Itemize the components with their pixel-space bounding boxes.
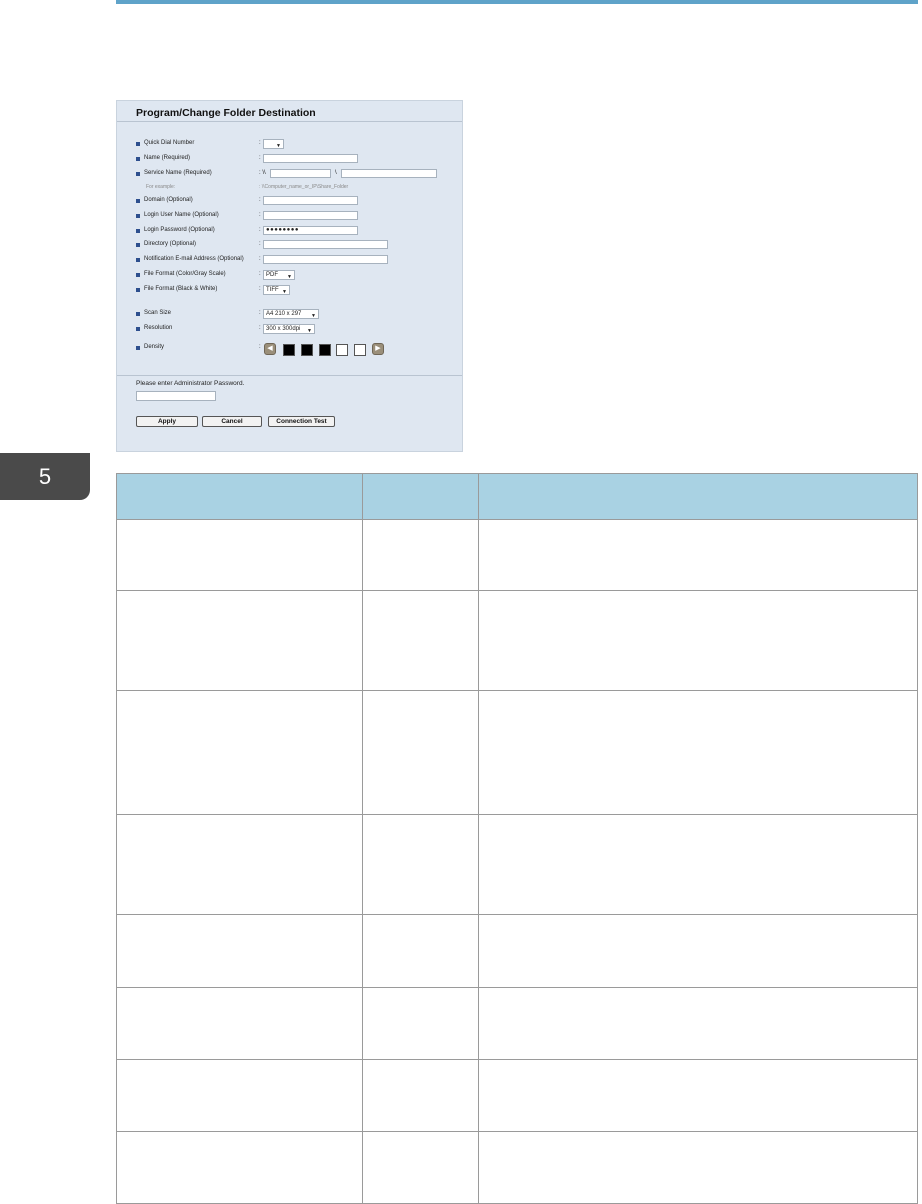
title-divider xyxy=(117,121,462,122)
table-cell xyxy=(478,915,917,988)
row-login-user xyxy=(117,211,462,223)
colon: : xyxy=(259,286,261,292)
table-cell xyxy=(362,691,478,815)
quick-dial-label: Quick Dial Number xyxy=(144,140,195,146)
login-user-label: Login User Name (Optional) xyxy=(144,212,219,218)
colon: : xyxy=(259,344,261,350)
resolution-select[interactable] xyxy=(263,324,315,334)
row-resolution xyxy=(117,324,462,336)
table-row xyxy=(117,520,918,591)
resolution-label: Resolution xyxy=(144,325,173,331)
table-header-cell xyxy=(117,474,363,520)
table-cell xyxy=(478,988,917,1060)
bullet-icon xyxy=(136,312,140,316)
table-cell xyxy=(478,815,917,915)
settings-table xyxy=(116,473,918,1204)
admin-password-label: Please enter Administrator Password. xyxy=(136,380,245,387)
table-cell xyxy=(117,915,363,988)
file-format-bw-value: TIFF xyxy=(266,287,279,293)
table-cell xyxy=(478,591,917,691)
service-folder-input[interactable] xyxy=(341,169,437,178)
login-password-input[interactable]: ●●●●●●●● xyxy=(263,226,358,235)
login-password-label: Login Password (Optional) xyxy=(144,227,215,233)
table-cell xyxy=(478,1132,917,1204)
scan-size-select[interactable] xyxy=(263,309,319,319)
density-level-4[interactable] xyxy=(336,344,348,356)
table-cell xyxy=(117,1132,363,1204)
chapter-tab xyxy=(0,453,90,500)
dialog-title: Program/Change Folder Destination xyxy=(136,107,316,119)
bullet-icon xyxy=(136,243,140,247)
bullet-icon xyxy=(136,288,140,292)
domain-label: Domain (Optional) xyxy=(144,197,193,203)
row-directory xyxy=(117,240,462,252)
table-header-cell xyxy=(362,474,478,520)
colon: : xyxy=(259,325,261,331)
table-cell xyxy=(117,1060,363,1132)
bullet-icon xyxy=(136,214,140,218)
table-cell xyxy=(117,691,363,815)
density-level-2[interactable] xyxy=(301,344,313,356)
table-row xyxy=(117,815,918,915)
table-cell xyxy=(117,520,363,591)
row-login-password xyxy=(117,226,462,238)
colon: : xyxy=(259,140,261,146)
row-quick-dial xyxy=(117,139,462,151)
folder-destination-dialog xyxy=(116,100,463,452)
table-cell xyxy=(362,988,478,1060)
table-header-cell xyxy=(478,474,917,520)
scan-size-value: A4 210 x 297 xyxy=(266,311,302,317)
chevron-down-icon: ▼ xyxy=(311,313,316,319)
row-notification xyxy=(117,255,462,267)
table-cell xyxy=(478,520,917,591)
row-service-name xyxy=(117,169,462,181)
colon: : xyxy=(259,212,261,218)
bullet-icon xyxy=(136,142,140,146)
resolution-value: 300 x 300dpi xyxy=(266,326,301,332)
name-input[interactable] xyxy=(263,154,358,163)
chevron-down-icon: ▼ xyxy=(282,289,287,295)
quick-dial-select[interactable] xyxy=(263,139,284,149)
domain-input[interactable] xyxy=(263,196,358,205)
row-file-format-bw xyxy=(117,285,462,297)
file-format-color-value: PDF xyxy=(266,272,278,278)
colon: : xyxy=(259,227,261,233)
service-separator: \ xyxy=(335,170,337,176)
file-format-color-label: File Format (Color/Gray Scale) xyxy=(144,271,226,277)
colon: : xyxy=(259,155,261,161)
table-header-row xyxy=(117,474,918,520)
row-density xyxy=(117,343,462,359)
notification-input[interactable] xyxy=(263,255,388,264)
row-name xyxy=(117,154,462,166)
density-level-3[interactable] xyxy=(319,344,331,356)
table-cell xyxy=(362,1060,478,1132)
file-format-color-select[interactable] xyxy=(263,270,295,280)
bullet-icon xyxy=(136,172,140,176)
name-label: Name (Required) xyxy=(144,155,191,161)
row-domain xyxy=(117,196,462,208)
table-cell xyxy=(478,1060,917,1132)
colon: : xyxy=(259,241,261,247)
scan-size-label: Scan Size xyxy=(144,310,172,316)
colon: : xyxy=(259,256,261,262)
colon: : xyxy=(259,310,261,316)
table-row xyxy=(117,591,918,691)
apply-button[interactable]: Apply xyxy=(136,416,198,427)
density-level-5[interactable] xyxy=(354,344,366,356)
service-name-label: Service Name (Required) xyxy=(144,170,212,176)
density-label: Density xyxy=(144,344,165,350)
density-level-1[interactable] xyxy=(283,344,295,356)
bullet-icon xyxy=(136,229,140,233)
directory-input[interactable] xyxy=(263,240,388,249)
table-cell xyxy=(362,815,478,915)
admin-password-input[interactable] xyxy=(136,391,216,401)
colon: : xyxy=(259,271,261,277)
bullet-icon xyxy=(136,346,140,350)
table-row xyxy=(117,915,918,988)
table-cell xyxy=(362,915,478,988)
colon: : xyxy=(259,197,261,203)
example-label: For example: xyxy=(146,184,176,190)
density-decrease-icon[interactable]: ◀ xyxy=(264,343,276,355)
bullet-icon xyxy=(136,258,140,262)
service-prefix: : \\ xyxy=(259,170,266,176)
table-cell xyxy=(362,1132,478,1204)
cancel-button[interactable]: Cancel xyxy=(202,416,262,427)
row-scan-size xyxy=(117,309,462,321)
example-path: : \\Computer_name_or_IP\Share_Folder xyxy=(259,184,349,190)
bullet-icon xyxy=(136,199,140,203)
bullet-icon xyxy=(136,327,140,331)
login-user-input[interactable] xyxy=(263,211,358,220)
density-increase-icon[interactable]: ▶ xyxy=(372,343,384,355)
bullet-icon xyxy=(136,273,140,277)
table-cell xyxy=(362,520,478,591)
service-host-input[interactable] xyxy=(270,169,331,178)
chevron-down-icon: ▼ xyxy=(287,274,292,280)
table-cell xyxy=(117,815,363,915)
file-format-bw-label: File Format (Black & White) xyxy=(144,286,218,292)
bullet-icon xyxy=(136,157,140,161)
connection-test-button[interactable]: Connection Test xyxy=(268,416,335,427)
file-format-bw-select[interactable] xyxy=(263,285,290,295)
table-row xyxy=(117,1132,918,1204)
chevron-down-icon: ▼ xyxy=(307,328,312,334)
row-file-format-color xyxy=(117,270,462,282)
chapter-number: 5 xyxy=(38,463,52,489)
directory-label: Directory (Optional) xyxy=(144,241,197,247)
table-cell xyxy=(117,591,363,691)
top-rule xyxy=(116,0,918,4)
table-row xyxy=(117,988,918,1060)
table-row xyxy=(117,1060,918,1132)
notification-label: Notification E-mail Address (Optional) xyxy=(144,256,244,262)
table-cell xyxy=(478,691,917,815)
chevron-down-icon: ▼ xyxy=(276,143,281,149)
section-divider xyxy=(117,375,462,376)
table-cell xyxy=(362,591,478,691)
table-cell xyxy=(117,988,363,1060)
table-row xyxy=(117,691,918,815)
